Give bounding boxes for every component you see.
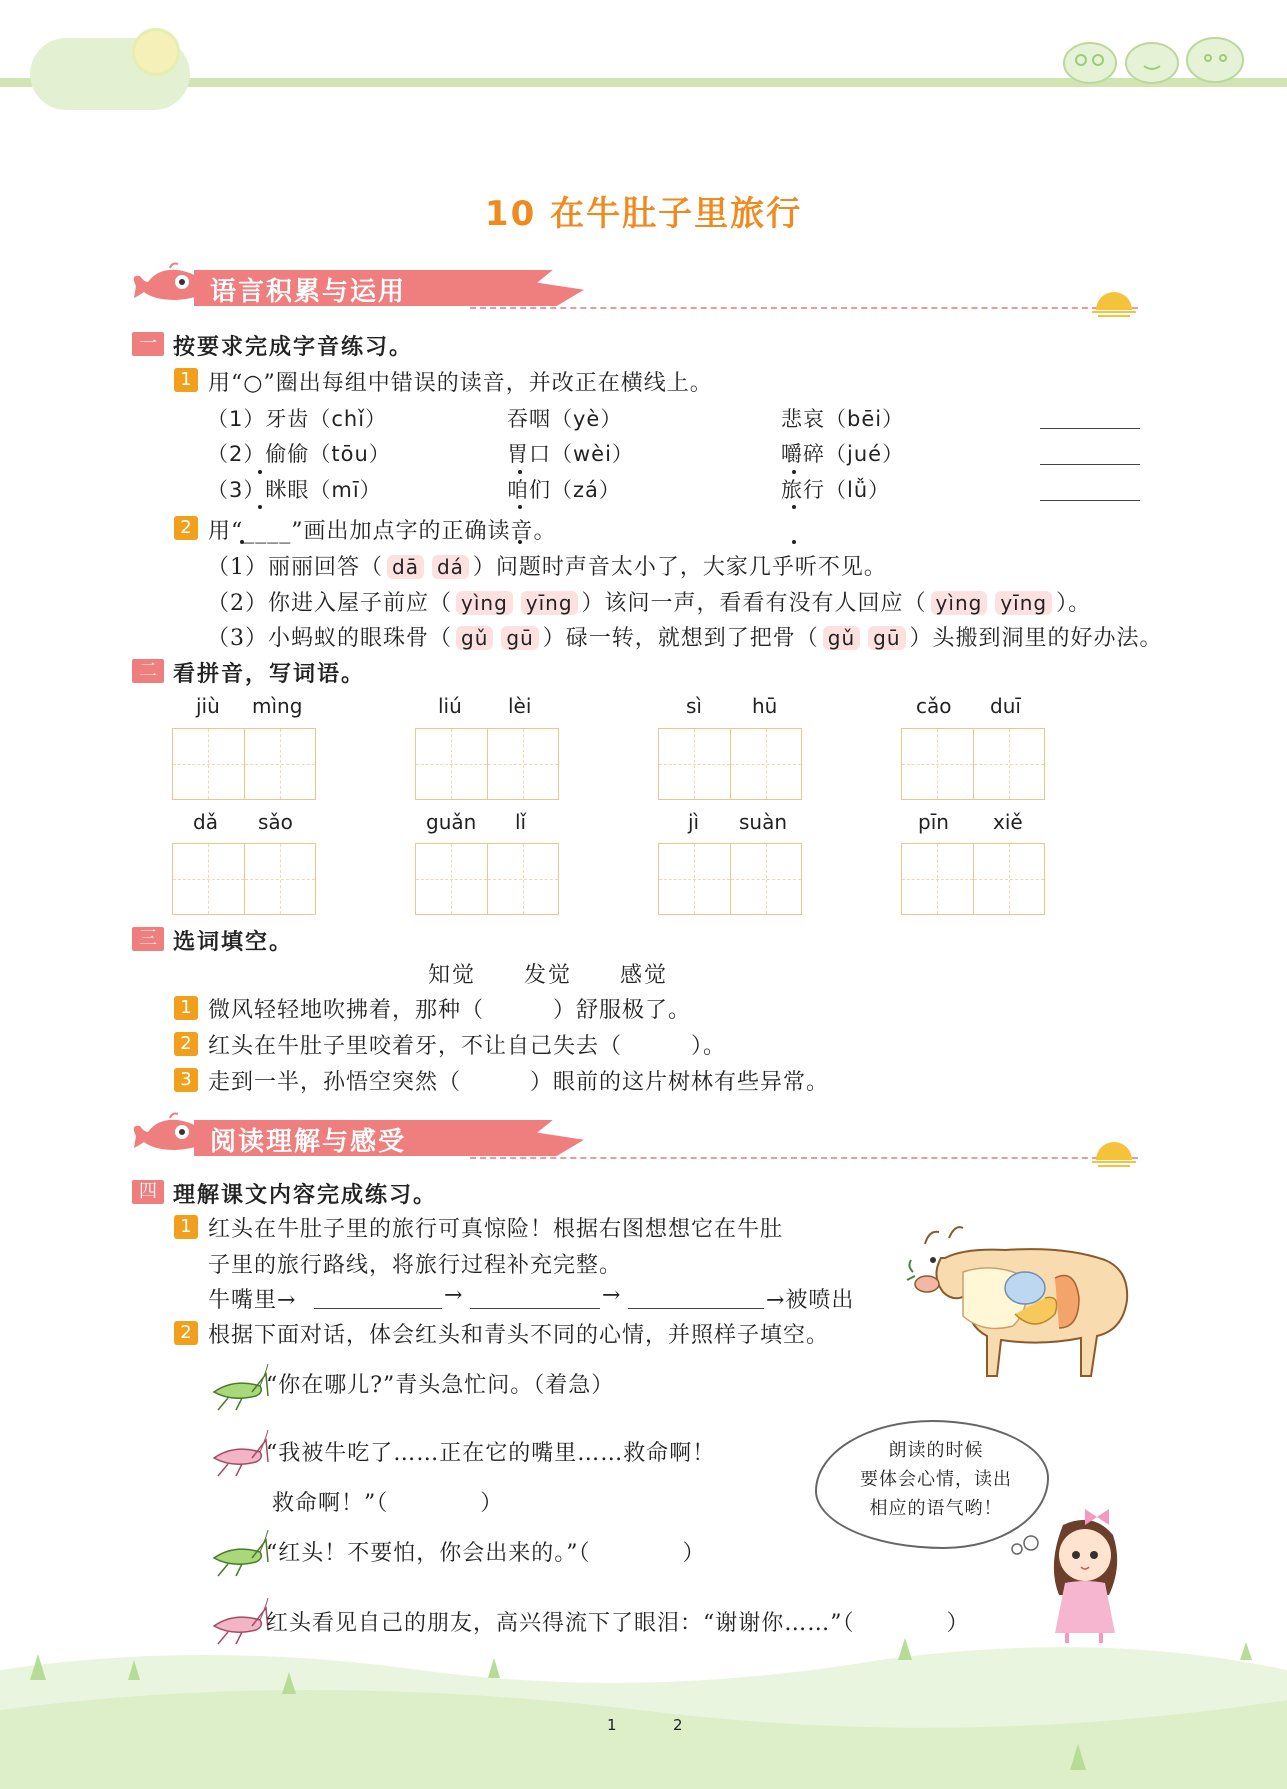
- answer-line[interactable]: [314, 1308, 442, 1309]
- pinyin-option[interactable]: yìng: [456, 591, 513, 615]
- section-title: 语言积累与运用: [210, 277, 407, 307]
- question-title: 看拼音，写词语。: [173, 662, 366, 687]
- pinyin-label: duī: [990, 694, 1021, 718]
- pinyin-option[interactable]: gū: [868, 626, 905, 650]
- pinyin-item: （3）眯眼（mī）: [207, 478, 382, 502]
- emphasis-dot: [792, 505, 796, 509]
- answer-line[interactable]: [1040, 428, 1140, 429]
- question-badge: 二: [132, 659, 164, 683]
- pinyin-item: 胃口（wèi）: [507, 442, 634, 466]
- pinyin-label: cǎo: [916, 694, 952, 718]
- emphasis-dot: [518, 505, 522, 509]
- item-number: 1: [174, 368, 198, 392]
- pinyin-option[interactable]: yīng: [521, 591, 578, 615]
- item-number: 2: [174, 1321, 198, 1345]
- section-divider: [470, 307, 1138, 309]
- writing-grid[interactable]: [901, 843, 1045, 915]
- emphasis-dot: [258, 505, 262, 509]
- route-end: →被喷出: [766, 1288, 855, 1313]
- instruction-text: 子里的旅行路线，将旅行过程补充完整。: [208, 1253, 623, 1278]
- page-number: 2: [673, 1716, 683, 1734]
- writing-grid[interactable]: [172, 843, 316, 915]
- sentence-part: ）碌一转，就想到了把骨（: [542, 626, 819, 651]
- emphasis-dot: [518, 470, 522, 474]
- instruction-text: 红头在牛肚子里的旅行可真惊险！根据右图想想它在牛肚: [208, 1217, 784, 1242]
- pinyin-label: sì: [686, 694, 702, 718]
- pinyin-option[interactable]: yìng: [931, 591, 988, 615]
- footer-landscape: [0, 1620, 1287, 1789]
- emphasis-dot: [792, 470, 796, 474]
- writing-grid[interactable]: [658, 843, 802, 915]
- answer-line[interactable]: [470, 1308, 600, 1309]
- writing-grid[interactable]: [658, 728, 802, 800]
- lesson-title: 10 在牛肚子里旅行: [484, 194, 803, 234]
- pinyin-option[interactable]: gǔ: [823, 626, 860, 650]
- emphasis-dot: [258, 470, 262, 474]
- pinyin-label: lèi: [508, 694, 532, 718]
- sentence-line: [207, 586, 1091, 617]
- section-title: 阅读理解与感受: [210, 1127, 407, 1157]
- whale-icon: [130, 262, 210, 308]
- emphasis-dot: [792, 540, 796, 544]
- sentence-part: ）问题时声音太小了，大家几乎听不见。: [472, 555, 887, 580]
- word-choices: 知觉 发觉 感觉: [428, 963, 669, 988]
- pinyin-option[interactable]: gǔ: [456, 626, 493, 650]
- sunset-icon: [1092, 1138, 1136, 1168]
- writing-grid[interactable]: [172, 728, 316, 800]
- item-number: 2: [174, 1032, 198, 1056]
- pinyin-label: mìng: [252, 694, 303, 718]
- bubble-line: 朗读的时候: [888, 1440, 984, 1461]
- sunset-icon: [1092, 288, 1136, 318]
- writing-grid[interactable]: [415, 728, 559, 800]
- pinyin-label: lǐ: [515, 810, 527, 834]
- pinyin-label: suàn: [739, 810, 788, 834]
- cartoon-animals-icon: [1060, 30, 1250, 85]
- answer-line[interactable]: [1040, 464, 1140, 465]
- bubble-line: 要体会心情，读出: [860, 1469, 1012, 1490]
- instruction-text: 用“____”画出加点字的正确读音。: [208, 519, 557, 544]
- pinyin-item: 吞咽（yè）: [507, 407, 623, 431]
- sentence-part: （2）你进入屋子前应（: [207, 591, 452, 616]
- pinyin-item: 旅行（lǚ）: [781, 478, 891, 502]
- pinyin-label: guǎn: [426, 810, 477, 834]
- sentence-part: ）。: [1056, 591, 1092, 616]
- dialogue-line: “你在哪儿?”青头急忙问。（着急）: [266, 1373, 615, 1398]
- pinyin-label: xiě: [993, 810, 1023, 834]
- sentence-part: ）头搬到洞里的好办法。: [909, 626, 1163, 651]
- section-banner-1: [130, 262, 610, 308]
- page-number: 1: [607, 1716, 617, 1734]
- answer-line[interactable]: [1040, 500, 1140, 501]
- pinyin-label: dǎ: [193, 810, 218, 834]
- question-badge: 四: [132, 1180, 164, 1204]
- question-badge: 三: [132, 927, 164, 951]
- instruction-text: 用“○”圈出每组中错误的读音，并改正在横线上。: [208, 371, 713, 396]
- grasshopper-green-icon: [208, 1362, 270, 1412]
- pinyin-label: sǎo: [258, 810, 293, 834]
- sentence-part: （3）小蚂蚁的眼珠骨（: [207, 626, 452, 651]
- pinyin-option[interactable]: dá: [432, 555, 469, 579]
- sentence-line: [207, 621, 1163, 652]
- grasshopper-green-icon: [208, 1528, 270, 1578]
- question-title: 理解课文内容完成练习。: [173, 1183, 438, 1208]
- route-arrow: →: [444, 1283, 464, 1308]
- pinyin-option[interactable]: yīng: [995, 591, 1052, 615]
- question-title: 按要求完成字音练习。: [173, 335, 414, 360]
- fill-sentence: 走到一半，孙悟空突然（ ）眼前的这片树林有些异常。: [208, 1070, 830, 1095]
- pinyin-item: 悲哀（bēi）: [781, 407, 905, 431]
- item-number: 1: [174, 1215, 198, 1239]
- whale-icon: [130, 1112, 210, 1158]
- item-number: 3: [174, 1068, 198, 1092]
- pinyin-label: jiù: [196, 694, 220, 718]
- writing-grid[interactable]: [901, 728, 1045, 800]
- answer-line[interactable]: [628, 1308, 764, 1309]
- pinyin-option[interactable]: gū: [501, 626, 538, 650]
- grasshopper-pink-icon: [208, 1428, 270, 1478]
- sentence-line: [207, 550, 887, 581]
- item-number: 1: [174, 996, 198, 1020]
- sentence-part: （1）丽丽回答（: [207, 555, 383, 580]
- dialogue-line: 救命啊！”（ ）: [272, 1491, 504, 1516]
- route-start: 牛嘴里→: [208, 1288, 297, 1313]
- section-divider: [470, 1157, 1138, 1159]
- pinyin-item: 嚼碎（jué）: [781, 442, 905, 466]
- fill-sentence: 微风轻轻地吹拂着，那种（ ）舒服极了。: [208, 998, 692, 1023]
- instruction-text: 根据下面对话，体会红头和青头不同的心情，并照样子填空。: [208, 1323, 830, 1348]
- writing-grid[interactable]: [415, 843, 559, 915]
- pinyin-label: jì: [688, 810, 700, 834]
- dialogue-line: “红头！不要怕，你会出来的。”（ ）: [266, 1541, 706, 1566]
- pinyin-item: （1）牙齿（chǐ）: [207, 407, 388, 431]
- section-banner-2: [130, 1112, 610, 1158]
- fill-sentence: 红头在牛肚子里咬着牙，不让自己失去（ ）。: [208, 1034, 727, 1059]
- item-number: 2: [174, 516, 198, 540]
- pinyin-label: liú: [438, 694, 462, 718]
- pinyin-option[interactable]: dā: [387, 555, 424, 579]
- question-badge: 一: [132, 332, 164, 356]
- route-arrow: →: [602, 1283, 622, 1308]
- sun-icon: [132, 28, 180, 76]
- dialogue-line: “我被牛吃了……正在它的嘴里……救命啊！: [266, 1441, 716, 1466]
- pinyin-label: hū: [752, 694, 778, 718]
- pinyin-item: （2）偷偷（tōu）: [207, 442, 391, 466]
- bubble-line: 相应的语气哟！: [869, 1498, 1003, 1519]
- pinyin-label: pīn: [918, 810, 949, 834]
- question-title: 选词填空。: [173, 930, 294, 955]
- cow-illustration: [905, 1218, 1135, 1383]
- pinyin-item: 咱们（zá）: [507, 478, 621, 502]
- sentence-part: ）该问一声，看看有没有人回应（: [581, 591, 927, 616]
- dialogue-line: 红头看见自己的朋友，高兴得流下了眼泪：“谢谢你……”（ ）: [266, 1611, 970, 1636]
